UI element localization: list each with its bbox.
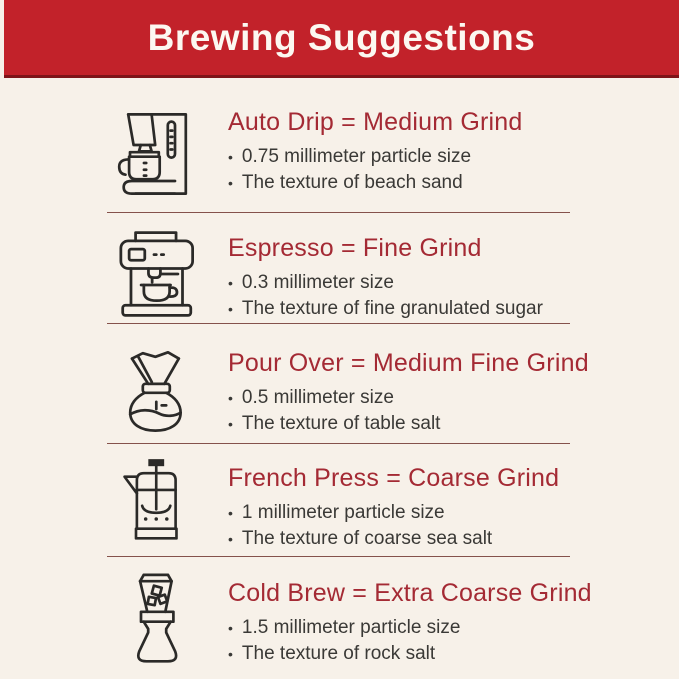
section-cold-brew — [0, 562, 679, 674]
cold-brew-icon — [114, 567, 204, 671]
section-heading: Auto Drip = Medium Grind — [228, 108, 523, 136]
bullet-item: • 1.5 millimeter particle size — [228, 615, 592, 641]
section-heading: Espresso = Fine Grind — [228, 234, 482, 262]
divider — [107, 443, 570, 444]
bullet-item: • The texture of fine granulated sugar — [228, 296, 543, 322]
bullet-item: • The texture of rock salt — [228, 641, 592, 667]
page-title: Brewing Suggestions — [147, 16, 536, 58]
espresso-machine-icon — [112, 228, 207, 320]
section-french-press — [0, 450, 679, 550]
pour-over-icon — [114, 344, 204, 438]
divider — [107, 556, 570, 557]
section-bullets — [228, 385, 589, 437]
bullet-item: • The texture of beach sand — [228, 170, 523, 196]
bullet-item: • The texture of table salt — [228, 411, 589, 437]
section-espresso — [0, 225, 679, 325]
title-banner — [4, 0, 679, 78]
section-bullets — [228, 144, 523, 196]
section-heading: Cold Brew = Extra Coarse Grind — [228, 579, 592, 607]
french-press-icon — [114, 453, 202, 548]
section-heading: French Press = Coarse Grind — [228, 464, 560, 492]
bullet-item: • 0.3 millimeter size — [228, 270, 543, 296]
divider — [107, 323, 570, 324]
section-heading: Pour Over = Medium Fine Grind — [228, 349, 589, 377]
section-bullets — [228, 500, 559, 552]
section-bullets — [228, 615, 592, 667]
section-bullets — [228, 270, 543, 322]
auto-drip-machine-icon — [112, 108, 202, 200]
divider — [107, 212, 570, 213]
bullet-item: • 0.75 millimeter particle size — [228, 144, 523, 170]
section-pour-over — [0, 340, 679, 440]
bullet-item: • The texture of coarse sea salt — [228, 526, 559, 552]
bullet-item: • 1 millimeter particle size — [228, 500, 559, 526]
bullet-item: • 0.5 millimeter size — [228, 385, 589, 411]
section-auto-drip — [0, 104, 679, 204]
